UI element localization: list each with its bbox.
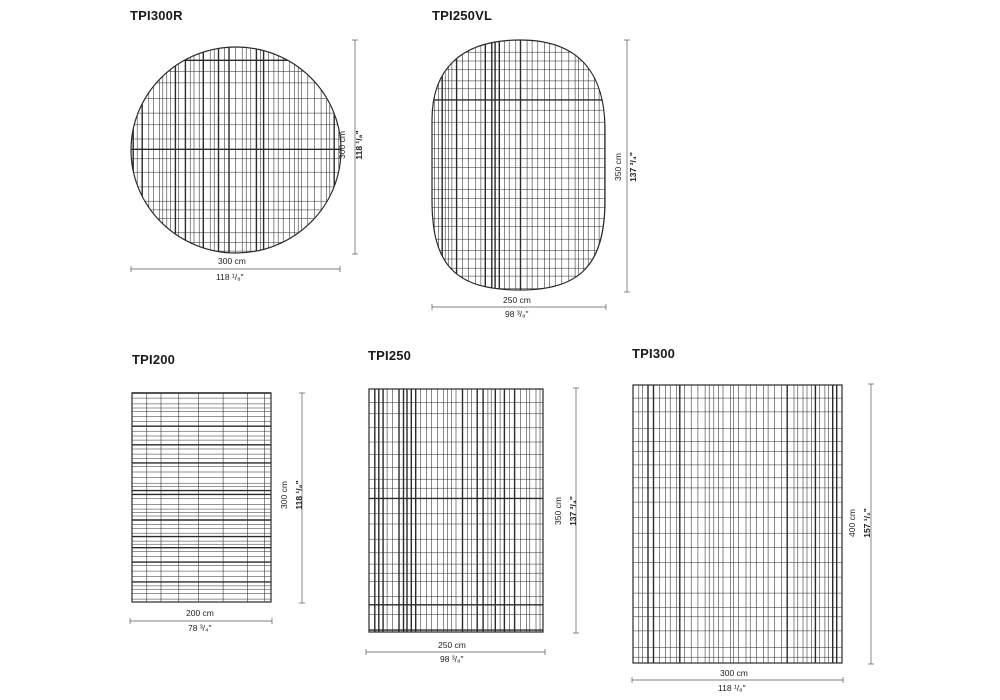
rug-title-tpi250vl: TPI250VL — [432, 8, 493, 23]
rug-outline-tpi200 — [132, 393, 271, 602]
length-cm-tpi300: 400 cm — [847, 509, 857, 537]
rug-shape-tpi250 — [369, 389, 543, 632]
rug-shape-tpi300 — [633, 385, 842, 663]
dimension-lines-tpi300 — [632, 384, 874, 683]
length-cm-tpi250: 350 cm — [553, 497, 563, 525]
width-in-tpi250: 98 ³/₈" — [440, 654, 464, 664]
rug-title-tpi300r: TPI300R — [130, 8, 183, 23]
length-in-tpi300r: 118 ¹/₈" — [354, 130, 364, 160]
rug-outline-tpi250vl — [432, 40, 605, 290]
width-cm-tpi250vl: 250 cm — [503, 295, 531, 305]
length-cm-tpi250vl: 350 cm — [613, 153, 623, 181]
rug-title-tpi200: TPI200 — [132, 352, 176, 367]
width-cm-tpi300r: 300 cm — [218, 256, 246, 266]
length-in-tpi250: 137 ³/₄" — [568, 496, 578, 526]
width-cm-tpi200: 200 cm — [186, 608, 214, 618]
length-cm-tpi200: 300 cm — [279, 481, 289, 509]
rug-title-tpi300: TPI300 — [632, 346, 676, 361]
dimension-lines-tpi250vl — [432, 40, 630, 310]
length-in-tpi250vl: 137 ³/₄" — [628, 152, 638, 182]
rug-shape-tpi300r — [128, 45, 344, 257]
width-cm-tpi300: 300 cm — [720, 668, 748, 678]
width-in-tpi300: 118 ¹/₈" — [718, 683, 746, 693]
length-in-tpi300: 157 ¹/₂" — [862, 508, 872, 538]
length-in-tpi200: 118 ¹/₈" — [294, 480, 304, 510]
width-in-tpi300r: 118 ¹/₈" — [216, 272, 244, 282]
rug-shape-tpi200 — [132, 393, 271, 602]
length-cm-tpi300r: 300 cm — [337, 131, 347, 159]
rug-shape-tpi250vl — [430, 38, 608, 294]
width-in-tpi200: 78 ³/₄" — [188, 623, 212, 633]
rug-title-tpi250: TPI250 — [368, 348, 412, 363]
width-in-tpi250vl: 98 ³/₈" — [505, 309, 529, 319]
rug-outline-tpi300 — [633, 385, 842, 663]
width-cm-tpi250: 250 cm — [438, 640, 466, 650]
